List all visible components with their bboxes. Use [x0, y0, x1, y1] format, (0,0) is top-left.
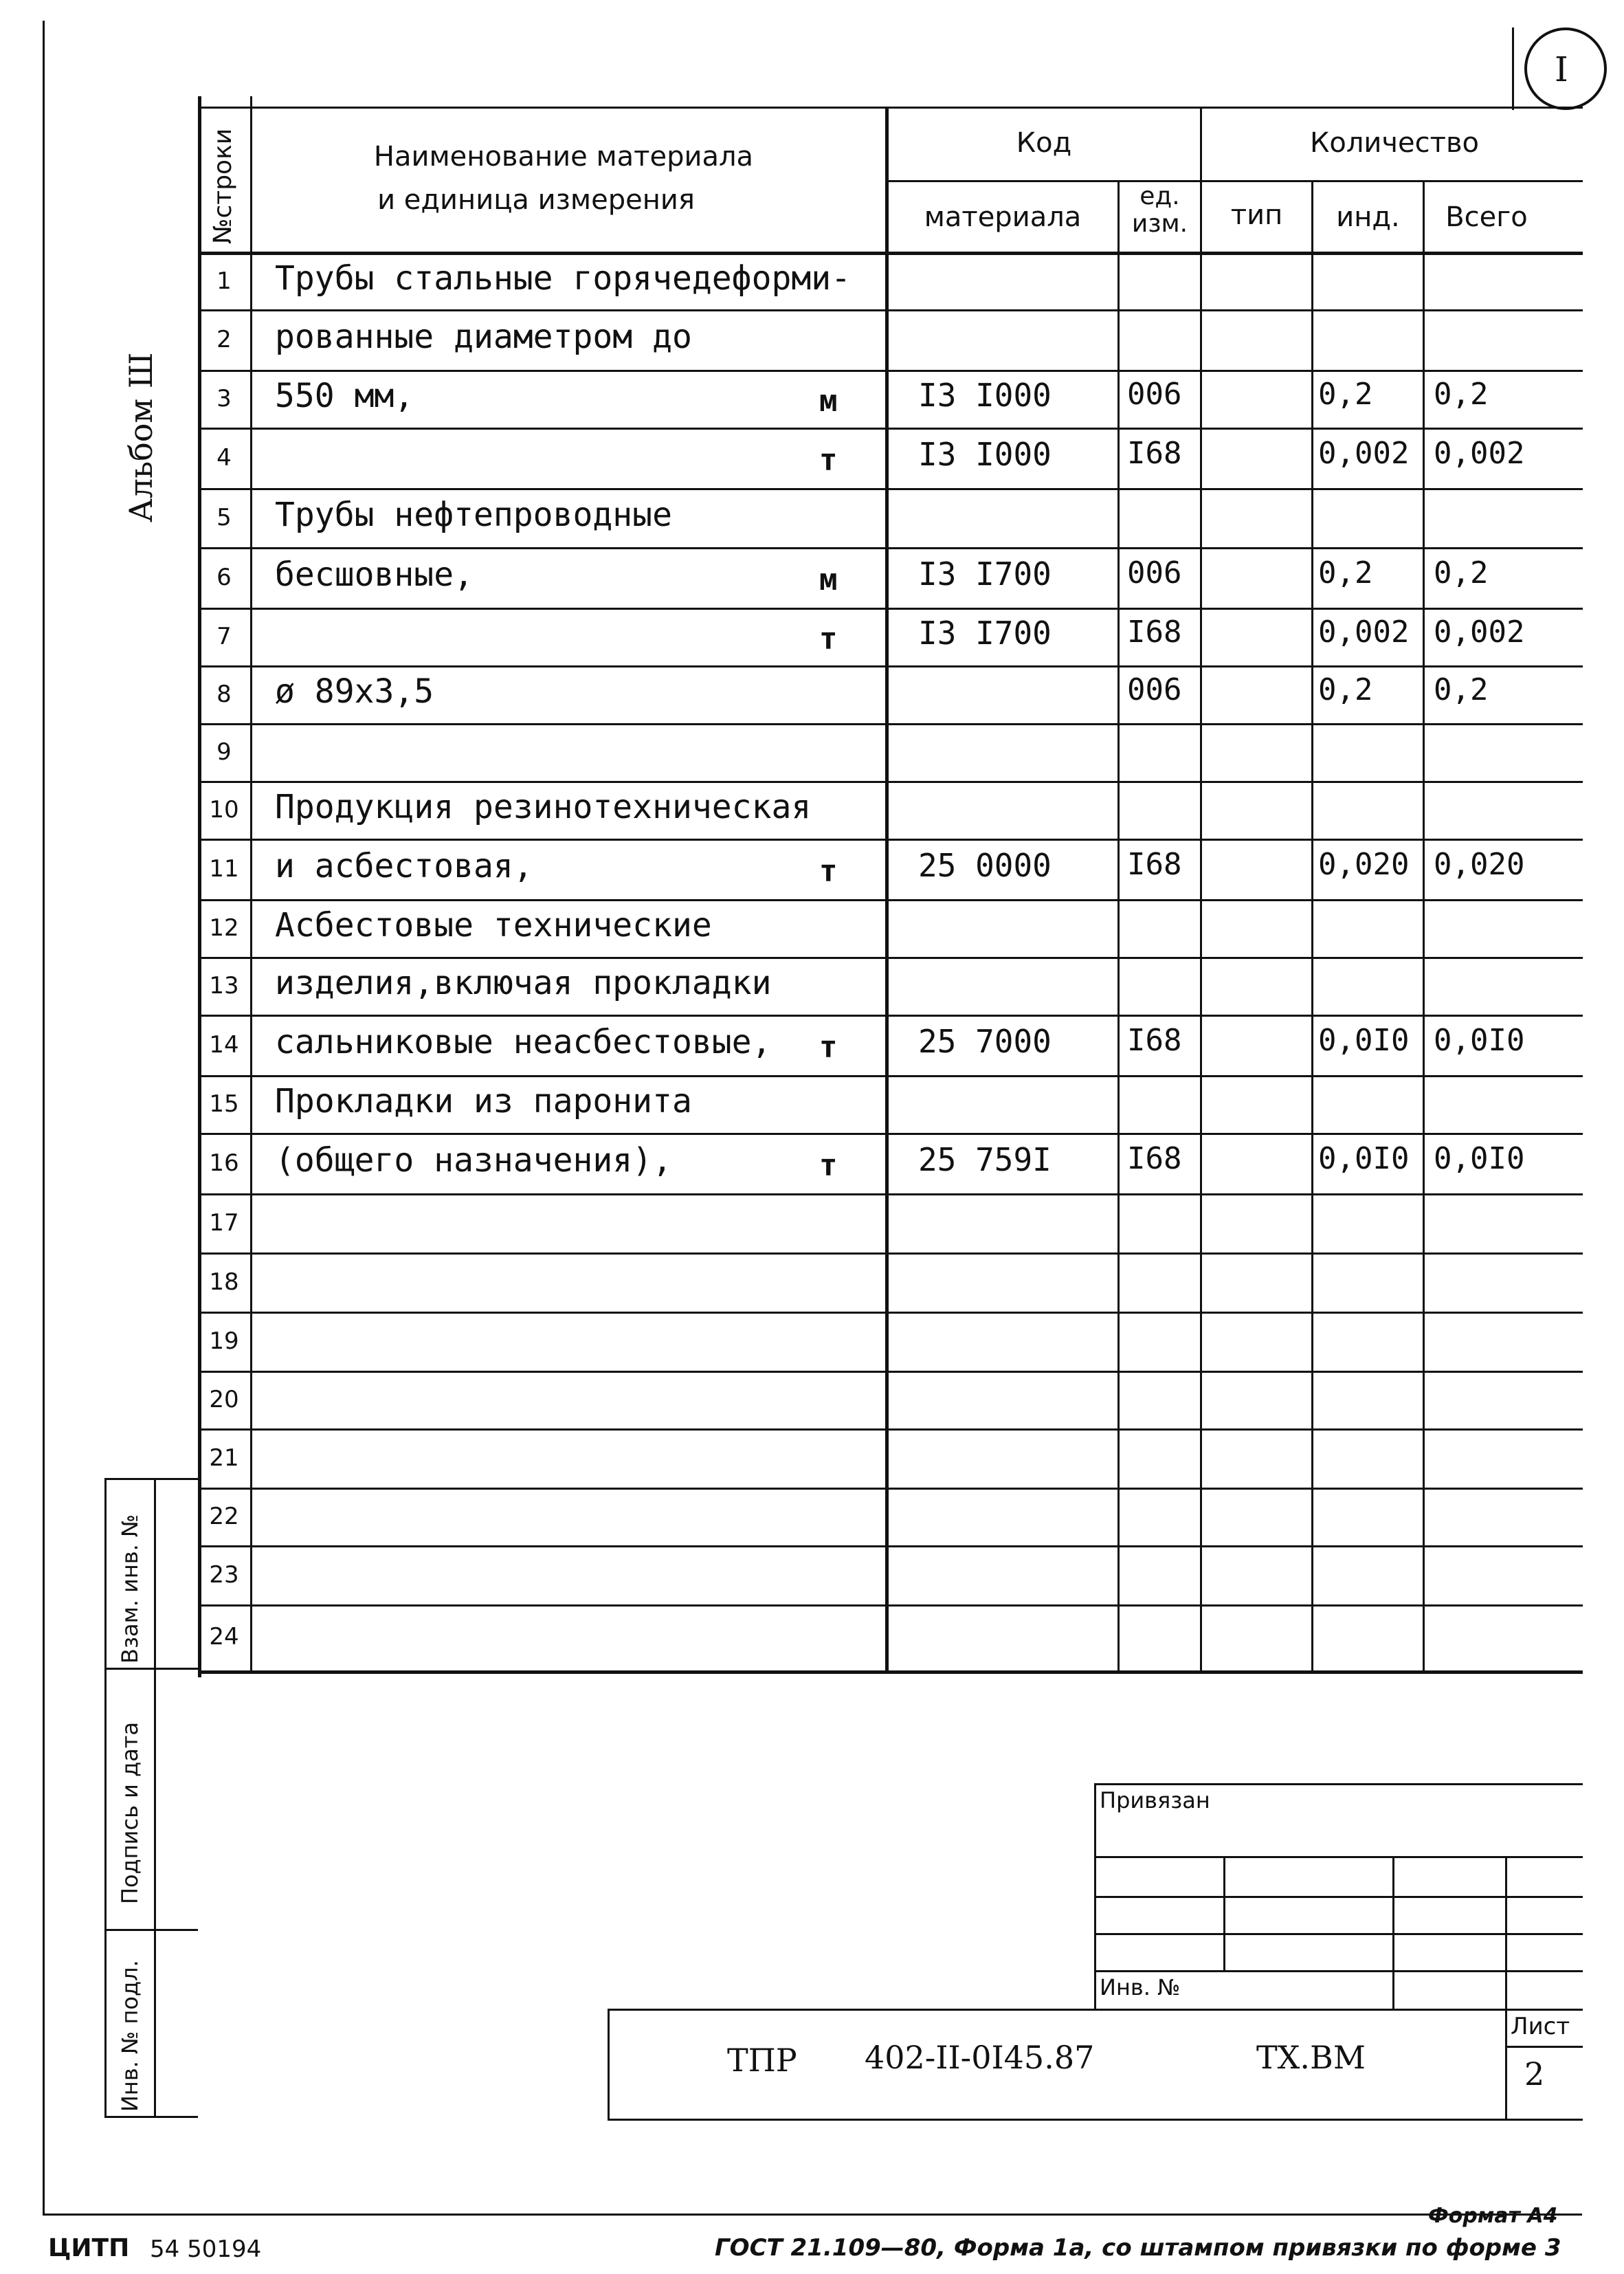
row-code: I3 I700 — [918, 615, 1052, 652]
title-mark: ТХ.ВМ — [1256, 2039, 1366, 2076]
row-number: 9 — [216, 738, 232, 766]
row-name: (общего назначения), — [275, 1141, 672, 1180]
row-rule — [198, 1545, 1583, 1547]
row-ind: 0,2 — [1318, 555, 1373, 590]
row-rule — [198, 723, 1583, 725]
row-total: 0,2 — [1434, 377, 1489, 412]
row-rule — [198, 957, 1583, 959]
row-rule — [198, 488, 1583, 490]
row-rule — [198, 547, 1583, 549]
row-name: изделия,включая прокладки — [275, 964, 772, 1002]
row-number: 4 — [216, 444, 232, 472]
row-code: 25 7000 — [918, 1023, 1052, 1060]
row-rule — [198, 1252, 1583, 1255]
row-number: 1 — [216, 267, 232, 295]
album-label: Альбом Ш — [122, 352, 159, 522]
row-number: 7 — [216, 623, 232, 650]
row-total: 0,020 — [1434, 847, 1525, 882]
sheet-tab-label: I — [1555, 49, 1568, 89]
row-number: 14 — [209, 1031, 239, 1059]
header-name-line2: и единица измерения — [377, 184, 695, 216]
row-number: 24 — [209, 1623, 239, 1651]
row-name: бесшовные, — [275, 555, 474, 594]
row-number: 21 — [209, 1444, 239, 1472]
footer-left: ЦИТП — [48, 2234, 130, 2262]
row-ed: 006 — [1127, 377, 1182, 412]
row-ed: I68 — [1127, 436, 1182, 471]
row-rule — [198, 1312, 1583, 1314]
row-number: 17 — [209, 1209, 239, 1237]
sheet-tab — [1524, 27, 1607, 110]
row-number: 18 — [209, 1268, 239, 1296]
stamp-vzam: Взам. инв. № — [117, 1514, 143, 1664]
row-unit: т — [819, 443, 838, 478]
binding-inv-no: Инв. № — [1100, 1974, 1181, 2000]
row-total: 0,2 — [1434, 672, 1489, 707]
row-rule — [198, 608, 1583, 610]
row-total: 0,002 — [1434, 615, 1525, 650]
row-unit: т — [819, 854, 838, 889]
row-code: I3 I700 — [918, 555, 1052, 593]
row-code: I3 I000 — [918, 377, 1052, 414]
header-code-unit-2: изм. — [1131, 210, 1188, 238]
header-code: Код — [1016, 127, 1072, 159]
row-ed: I68 — [1127, 615, 1182, 650]
row-number: 6 — [216, 564, 232, 591]
row-unit: т — [819, 621, 838, 656]
row-rule — [198, 1193, 1583, 1195]
row-ed: 006 — [1127, 555, 1182, 590]
title-prefix: ТПР — [727, 2042, 797, 2079]
row-rule — [198, 1371, 1583, 1373]
row-ind: 0,0I0 — [1318, 1141, 1410, 1176]
row-number: 8 — [216, 681, 232, 708]
footer-format: Формат А4 — [1428, 2204, 1558, 2228]
footer-code: 54 50194 — [150, 2236, 262, 2263]
row-rule — [198, 839, 1583, 841]
row-number: 20 — [209, 1386, 239, 1413]
footer-gost: ГОСТ 21.109—80, Форма 1а, со штампом привязки по форме 3 — [715, 2234, 1561, 2262]
row-ed: I68 — [1127, 847, 1182, 882]
row-name: Прокладки из паронита — [275, 1082, 692, 1121]
title-number: 402-II-0I45.87 — [865, 2039, 1095, 2076]
row-ind: 0,020 — [1318, 847, 1410, 882]
row-total: 0,2 — [1434, 555, 1489, 590]
row-number: 2 — [216, 326, 232, 353]
row-code: I3 I000 — [918, 436, 1052, 473]
sheet-label: Лист — [1511, 2013, 1570, 2040]
row-ind: 0,002 — [1318, 615, 1410, 650]
row-name: Асбестовые технические — [275, 906, 712, 945]
row-name: и асбестовая, — [275, 847, 533, 885]
row-unit: т — [819, 1148, 838, 1183]
row-name: сальниковые неасбестовые, — [275, 1023, 772, 1061]
row-rule — [198, 899, 1583, 901]
tab-line — [1512, 27, 1514, 110]
row-unit: м — [819, 562, 838, 597]
row-ed: I68 — [1127, 1141, 1182, 1176]
row-rule — [198, 665, 1583, 667]
row-number: 11 — [209, 855, 239, 883]
row-ind: 0,2 — [1318, 672, 1373, 707]
header-qty-type: тип — [1230, 199, 1283, 231]
binding-privyazan: Привязан — [1100, 1787, 1210, 1813]
row-number: 15 — [209, 1090, 239, 1118]
row-rule — [198, 781, 1583, 783]
row-rule — [198, 1428, 1583, 1431]
row-unit: м — [819, 384, 838, 419]
row-total: 0,002 — [1434, 436, 1525, 471]
row-number: 19 — [209, 1327, 239, 1355]
row-number: 16 — [209, 1149, 239, 1177]
frame-left-line — [43, 21, 45, 2214]
row-ed: I68 — [1127, 1023, 1182, 1058]
row-number: 13 — [209, 972, 239, 1000]
row-rule — [198, 370, 1583, 372]
stamp-podpis: Подпись и дата — [117, 1721, 143, 1904]
header-row-no: №строки — [209, 128, 237, 244]
row-number: 23 — [209, 1561, 239, 1589]
row-total: 0,0I0 — [1434, 1023, 1525, 1058]
header-qty-total: Всего — [1445, 201, 1528, 233]
row-name: рованные диаметром до — [275, 318, 692, 356]
row-name: 550 мм, — [275, 377, 414, 415]
row-name: Трубы нефтепроводные — [275, 496, 672, 534]
header-qty: Количество — [1309, 127, 1479, 159]
frame-bottom-line — [43, 2214, 1582, 2216]
row-code: 25 0000 — [918, 847, 1052, 884]
sheet-number: 2 — [1524, 2055, 1545, 2093]
row-rule — [198, 1488, 1583, 1490]
row-rule — [198, 1604, 1583, 1607]
header-qty-ind: инд. — [1336, 201, 1400, 233]
row-ind: 0,0I0 — [1318, 1023, 1410, 1058]
row-number: 12 — [209, 914, 239, 942]
row-rule — [198, 428, 1583, 430]
row-number: 3 — [216, 385, 232, 412]
row-ind: 0,002 — [1318, 436, 1410, 471]
row-rule — [198, 1075, 1583, 1077]
stamp-inv-podl: Инв. № подл. — [117, 1960, 143, 2112]
row-rule — [198, 1133, 1583, 1135]
header-code-material: материала — [924, 201, 1082, 233]
row-rule — [198, 309, 1583, 311]
row-number: 5 — [216, 504, 232, 531]
row-number: 10 — [209, 796, 239, 824]
row-unit: т — [819, 1030, 838, 1065]
row-name: ø 89х3,5 — [275, 672, 434, 711]
row-rule — [198, 1015, 1583, 1017]
header-code-unit-1: ед. — [1139, 182, 1180, 210]
row-code: 25 759I — [918, 1141, 1052, 1178]
row-name: Трубы стальные горячедеформи- — [275, 259, 852, 298]
header-name-line1: Наименование материала — [373, 141, 754, 173]
row-ind: 0,2 — [1318, 377, 1373, 412]
row-total: 0,0I0 — [1434, 1141, 1525, 1176]
row-name: Продукция резинотехническая — [275, 788, 812, 826]
row-ed: 006 — [1127, 672, 1182, 707]
row-number: 22 — [209, 1503, 239, 1530]
